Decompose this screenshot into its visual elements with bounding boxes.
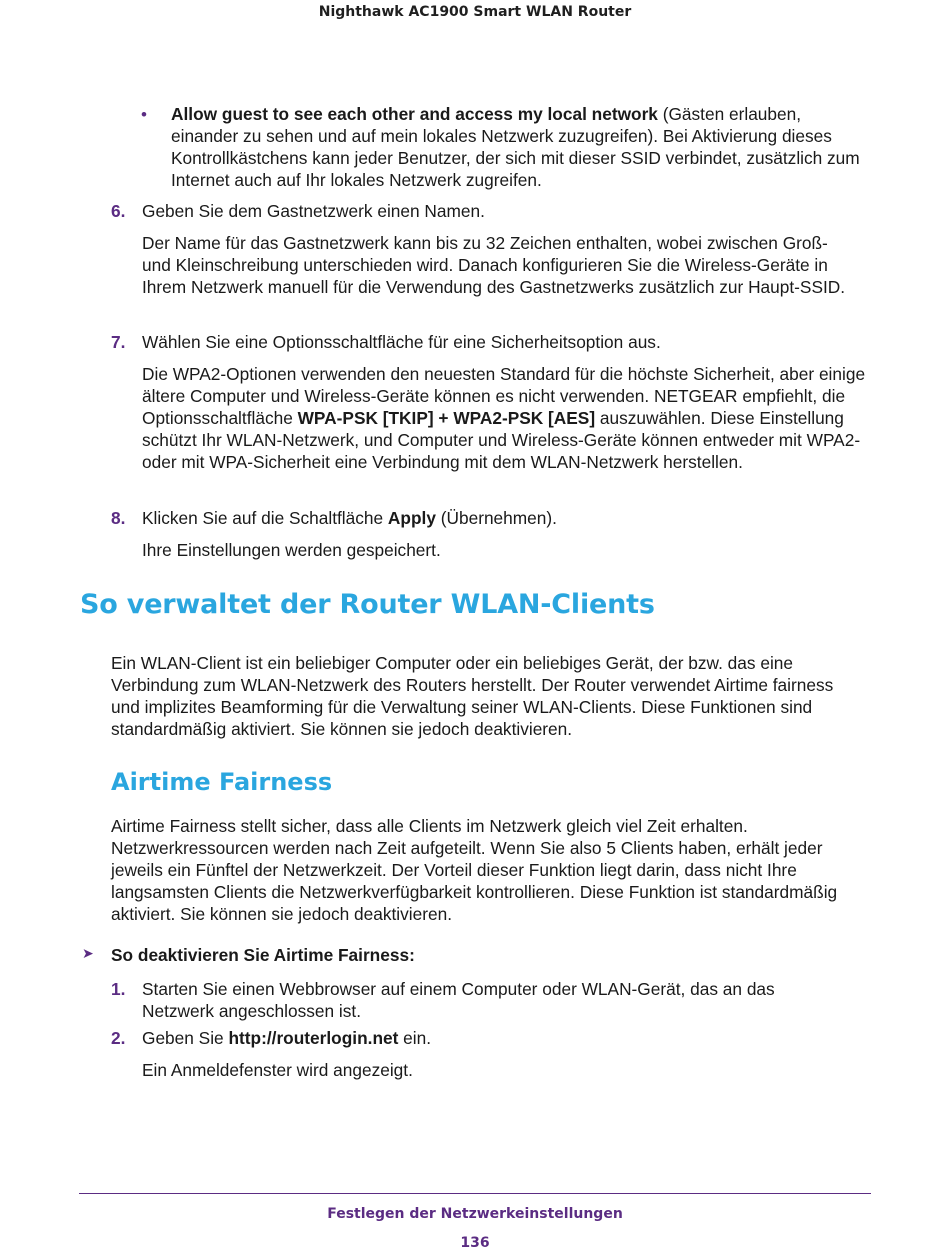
step-number: 2. [111, 1028, 126, 1048]
bullet-guest-access [171, 103, 871, 191]
step-text [142, 507, 872, 529]
section-body: Ein WLAN-Client ist ein beliebiger Computer oder ein beliebiges Gerät, der bzw. das eine Verbindung zum WLAN-Netzwerk des Routers herstellt. Der Router verwendet Airtime fairness und implizites Beamforming für die Verwaltung seiner WLAN-Clients. Diese Funktionen sind standardmäßig aktiviert. Sie können sie jedoch deaktivieren. [111, 653, 834, 739]
step-detail-post: auszuwählen. Diese Einstellung schützt Ihr WLAN-Netzwerk, und Computer und Wireless-Geräte können entweder mit WPA2- oder mit WPA-Sicherheit eine Verbindung mit dem WLAN-Netzwerk herstellen. [142, 408, 861, 472]
footer-divider [79, 1193, 871, 1194]
bullet-icon: • [141, 105, 147, 124]
step-number: 8. [111, 508, 126, 528]
footer-title: Festlegen der Netzwerkeinstellungen [327, 1206, 623, 1222]
step-text-post: (Übernehmen). [435, 508, 557, 528]
step-number: 6. [111, 201, 126, 221]
step-text-pre: Geben Sie [142, 1028, 229, 1048]
step-text-post: ein. [398, 1028, 432, 1048]
page-number: 136 [460, 1235, 490, 1251]
bullet-guest-text: (Gästen erlauben, einander zu sehen und auf mein lokales Netzwerk zuzugreifen). Bei Aktivierung dieses Kontrollkästchens kann jeder Benutzer, der sich mit dieser SSID verbindet, zusätzlich zum Internet auch auf Ihr lokales Netzwerk zugreifen. [171, 104, 860, 190]
step-detail: Ein Anmeldefenster wird angezeigt. [142, 1060, 413, 1080]
step-detail: Ihre Einstellungen werden gespeichert. [142, 540, 441, 560]
step-text: Starten Sie einen Webbrowser auf einem Computer oder WLAN-Gerät, das an das Netzwerk angeschlossen ist. [142, 979, 775, 1021]
router-login-url: http://routerlogin.net [228, 1028, 399, 1048]
step-number: 7. [111, 332, 126, 352]
subsection-body: Airtime Fairness stellt sicher, dass alle Clients im Netzwerk gleich viel Zeit erhalten. Netzwerkressourcen werden nach Zeit aufgeteilt. Wenn Sie also 5 Clients haben, erhält jeder jeweils ein Fünftel der Netzwerkzeit. Der Vorteil dieser Funktion liegt darin, dass nicht Ihre langsamsten Clients die Netzwerkverfügbarkeit kontrollieren. Diese Funktion ist standardmäßig aktiviert. Sie können sie jedoch deaktivieren. [111, 816, 838, 924]
apply-label: Apply [387, 508, 436, 528]
step-detail: Der Name für das Gastnetzwerk kann bis zu 32 Zeichen enthalten, wobei zwischen Groß- und Kleinschreibung unterschieden wird. Danach konfigurieren Sie die Wireless-Geräte in Ihrem Netzwerk manuell für die Verwendung des Gastnetzwerks zusätzlich zur Haupt-SSID. [142, 233, 846, 297]
step-text-pre: Klicken Sie auf die Schaltfläche [142, 508, 388, 528]
running-header: Nighthawk AC1900 Smart WLAN Router [318, 4, 632, 20]
step-text: Wählen Sie eine Optionsschaltfläche für eine Sicherheitsoption aus. [142, 332, 661, 352]
procedure-title: So deaktivieren Sie Airtime Fairness: [111, 945, 415, 965]
section-heading: So verwaltet der Router WLAN-Clients [80, 589, 655, 620]
subsection-heading: Airtime Fairness [111, 768, 333, 796]
step-text: Geben Sie dem Gastnetzwerk einen Namen. [142, 201, 485, 221]
step-text [142, 1027, 872, 1049]
bullet-guest-bold: Allow guest to see each other and access my local network [171, 104, 658, 124]
step-detail-pre: Die WPA2-Optionen verwenden den neuesten Standard für die höchste Sicherheit, aber einige ältere Computer und Wireless-Geräte können es nicht verwenden. NETGEAR empfiehlt, die Optionsschaltfläche [142, 364, 866, 428]
security-option-name: WPA-PSK [TKIP] + WPA2-PSK [AES] [297, 408, 596, 428]
arrow-right-icon: ➤ [82, 945, 94, 961]
step-detail [142, 363, 870, 473]
step-number: 1. [111, 979, 126, 999]
